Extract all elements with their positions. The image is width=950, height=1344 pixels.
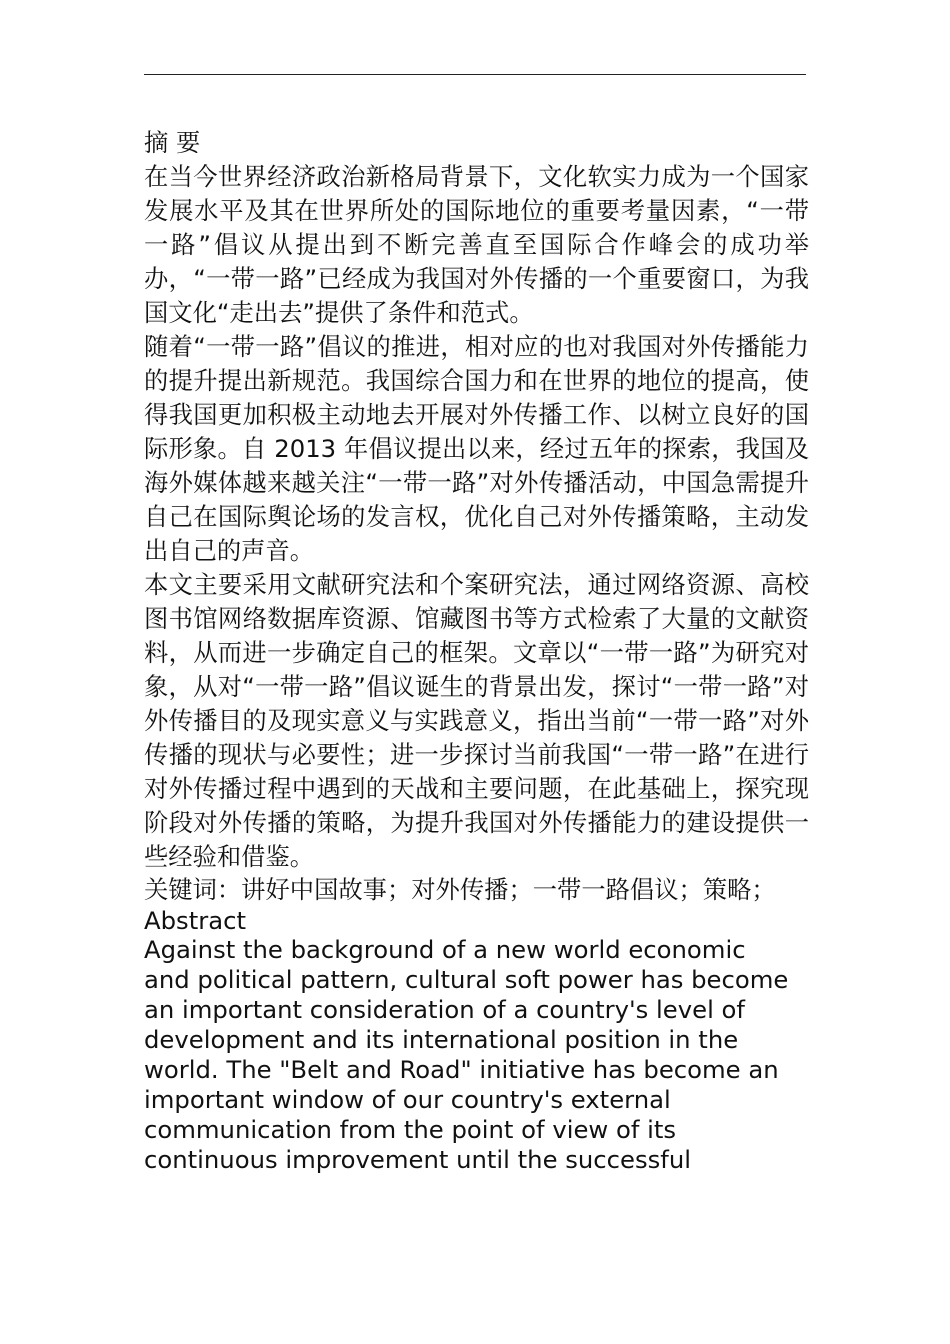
abstract-en-heading: Abstract — [144, 906, 246, 935]
abstract-cn-keywords: 关键词：讲好中国故事；对外传播；一带一路倡议；策略； — [144, 875, 776, 904]
abstract-cn-heading: 摘 要 — [144, 128, 201, 157]
document-body — [144, 126, 809, 1175]
header-rule — [144, 74, 806, 75]
abstract-cn-paragraph-3: 本文主要采用文献研究法和个案研究法，通过网络资源、高校图书馆网络数据库资源、馆藏图书等方式检索了大量的文献资料，从而进一步确定自己的框架。文章以“一带一路”为研究对象，从对“一带一路”倡议诞生的背景出发，探讨“一带一路”对外传播目的及现实意义与实践意义，指出当前“一带一路”对外传播的现状与必要性；进一步探讨当前我国“一带一路”在进行对外传播过程中遇到的天战和主要问题，在此基础上，探究现阶段对外传播的策略，为提升我国对外传播能力的建设提供一些经验和借鉴。 — [144, 570, 809, 871]
abstract-en-paragraph: Against the background of a new world economic and political pattern, cultural soft power has become an important consideration of a country's level of development and its international position in the world. The "Belt and Road" initiative has become an important window of our country's external communication from the point of view of its continuous improvement until the successful — [144, 935, 789, 1174]
abstract-cn-paragraph-1: 在当今世界经济政治新格局背景下，文化软实力成为一个国家发展水平及其在世界所处的国际地位的重要考量因素，“一带一路”倡议从提出到不断完善直至国际合作峰会的成功举办，“一带一路”已经成为我国对外传播的一个重要窗口，为我国文化“走出去”提供了条件和范式。 — [144, 162, 809, 327]
abstract-cn-paragraph-2: 随着“一带一路”倡议的推进，相对应的也对我国对外传播能力的提升提出新规范。我国综合国力和在世界的地位的提高，使得我国更加积极主动地去开展对外传播工作、以树立良好的国际形象。自 2013 年倡议提出以来，经过五年的探索，我国及海外媒体越来越关注“一带一路”对外传播活动，中国急需提升自己在国际舆论场的发言权，优化自己对外传播策略，主动发出自己的声音。 — [144, 332, 809, 565]
